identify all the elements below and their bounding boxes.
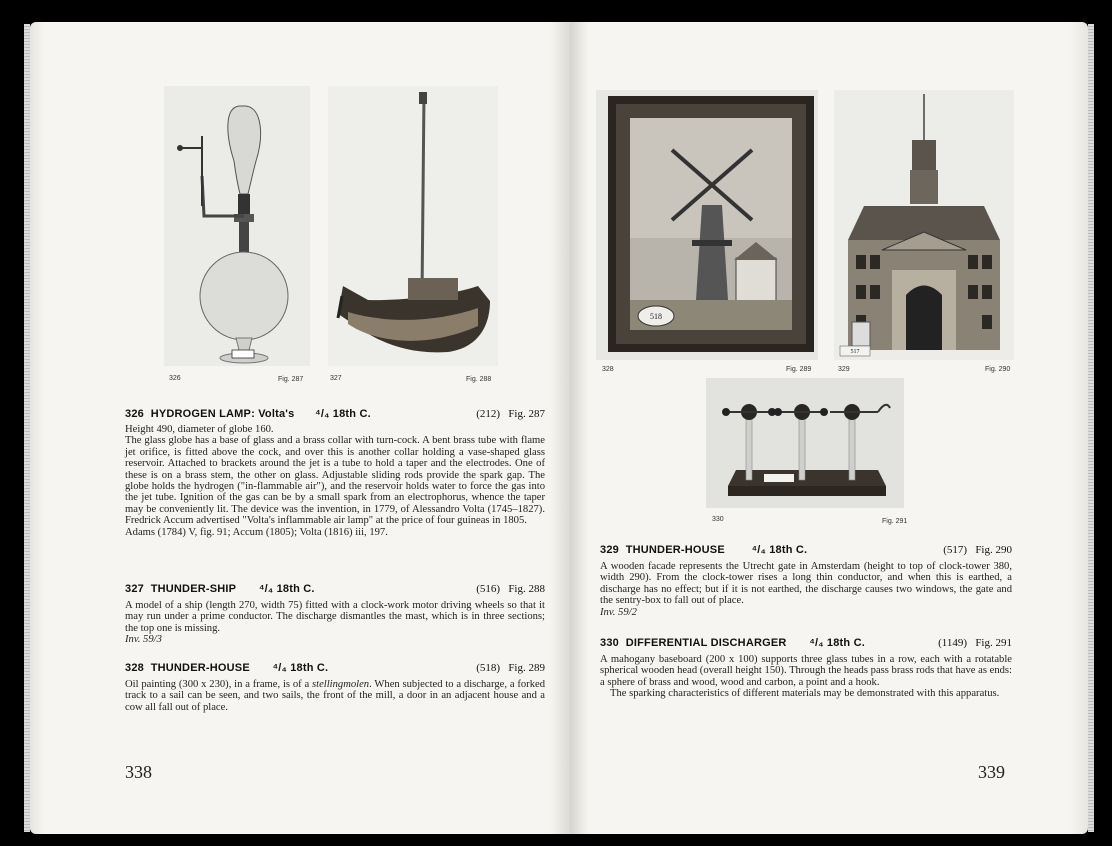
entry-328-text-end: . When subjected to a discharge, a forked track to a sail can be seen, and two sails, the front of the mill, a door in an adjacent house and a cow all fall out of place.: [125, 679, 545, 713]
entry-329-number: 329: [600, 544, 619, 556]
entry-329-body: [600, 561, 1012, 618]
windmill-painting-photo: [596, 90, 818, 360]
page-edges-right: [1088, 24, 1094, 832]
entry-329-heading: [600, 544, 1012, 556]
page-number-right: 339: [978, 762, 1005, 782]
hydrogen-lamp-photo: [164, 86, 310, 366]
entry-328-description: [125, 679, 545, 713]
figure-number-329: 329: [838, 366, 850, 373]
entry-329-fig: Fig. 290: [975, 544, 1012, 556]
figure-label-291: Fig. 291: [882, 518, 908, 525]
entry-326-number: 326: [125, 408, 144, 420]
entry-328-text-start: Oil painting (300 x 230), in a frame, is of a: [125, 679, 313, 690]
entry-329-date: ⁴/₄ 18th C.: [751, 544, 808, 556]
entry-326-references: Adams (1784) V, fig. 91; Accum (1805); Volta (1816) iii, 197.: [125, 526, 388, 538]
entry-329-ref: (517): [943, 544, 968, 556]
entry-326-ref: (212): [476, 408, 501, 420]
figure-label-290: Fig. 290: [985, 366, 1011, 373]
figure-number-328: 328: [602, 366, 614, 373]
house-label: 517: [850, 349, 860, 355]
entry-327-fig: Fig. 288: [508, 583, 545, 595]
entry-330-ref: (1149): [938, 637, 968, 649]
entry-326-description: The glass globe has a base of glass and a brass collar with turn-cock. A bent brass tube with flame jet orifice, is fitted above the cock, and over this is another collar holding a vase-shaped glass reservoir. Attached to brackets around the jet is a tube to hold a taper and the electrodes. One of these is on a brass stem, the other on glass. Adjustable sliding rods provide the spark gap. The globe holds the hydrogen ("in-flammable air"), and the reservoir holds water to force the gas into the jet tube. Ignition of the gas can be by a small spark from an electrophorus, whence the taper may be conveniently lit. The device was the invention, in 1779, of Alessandro Volta (1745–1827). Fredrick Accum advertised "Volta's inflammable air lamp" at the price of four guineas in 1805.: [125, 435, 545, 527]
left-page: [30, 22, 570, 834]
figure-number-330: 330: [712, 516, 724, 523]
entry-326-body: [125, 424, 545, 538]
figure-label-288: Fig. 288: [466, 376, 492, 383]
differential-discharger-photo: [706, 378, 904, 508]
entry-330-fig: Fig. 291: [975, 637, 1012, 649]
thunder-ship-photo: [328, 86, 498, 366]
entry-328-heading: [125, 662, 545, 674]
entry-330-body: [600, 654, 1012, 700]
entry-328-date: ⁴/₄ 18th C.: [272, 662, 329, 674]
entry-328-ref: (518): [476, 662, 501, 674]
entry-326-dimensions: Height 490, diameter of globe 160.: [125, 424, 274, 435]
entry-330-number: 330: [600, 637, 619, 649]
entry-329-title: THUNDER-HOUSE: [625, 544, 725, 556]
entry-326-date: ⁴/₄ 18th C.: [315, 408, 371, 420]
entry-329-inventory: Inv. 59/2: [600, 606, 637, 618]
entry-327-ref: (516): [476, 583, 501, 595]
figure-label-287: Fig. 287: [278, 376, 304, 383]
entry-327-title: THUNDER-SHIP: [150, 583, 237, 595]
page-number-left: 338: [125, 762, 152, 782]
thunder-house-photo: [834, 90, 1014, 360]
entry-328-title: THUNDER-HOUSE: [150, 662, 250, 674]
entry-326-heading: [125, 408, 545, 420]
entry-326-title: HYDROGEN LAMP: Volta's: [150, 408, 295, 420]
entry-329-description: A wooden facade represents the Utrecht gate in Amsterdam (height to top of clock-tower 380, width 290). From the clock-tower rises a long thin conductor, and when this is earthed, a discharge has no effect; but if it is not earthed, the discharge causes two windows, the gate and the sentry-box to fall out of place.: [600, 561, 1012, 607]
entry-330-note: The sparking characteristics of different materials may be demonstrated with this apparatus.: [610, 688, 1000, 700]
entry-327-date: ⁴/₄ 18th C.: [258, 583, 315, 595]
entry-330-description: A mahogany baseboard (200 x 100) supports three glass tubes in a row, each with a rotatable spherical wooden head (overall height 150). Through the heads pass brass rods that have as ends: a sphere of brass and wood, wood and carbon, a point and a hook.: [600, 654, 1012, 688]
entry-328-fig: Fig. 289: [508, 662, 545, 674]
entry-327-heading: [125, 583, 545, 595]
entry-327-inventory: Inv. 59/3: [125, 634, 162, 646]
entry-330-heading: [600, 637, 1012, 649]
right-page: [570, 22, 1088, 834]
figure-label-289: Fig. 289: [786, 366, 812, 373]
entry-328-number: 328: [125, 662, 144, 674]
entry-330-title: DIFFERENTIAL DISCHARGER: [625, 637, 787, 649]
entry-330-date: ⁴/₄ 18th C.: [809, 637, 865, 649]
figure-number-326: 326: [169, 375, 181, 382]
entry-326-fig: Fig. 287: [508, 408, 545, 420]
painting-label: 518: [650, 312, 662, 321]
entry-328-term: stellingmolen: [312, 679, 370, 690]
entry-328-body: [125, 679, 545, 713]
figure-number-327: 327: [330, 375, 342, 382]
entry-327-number: 327: [125, 583, 144, 595]
entry-327-description: A model of a ship (length 270, width 75) fitted with a clock-work motor driving wheels so that it may run under a prime conductor. The discharge dismantles the mast, which is in three sections; the top one is missing.: [125, 600, 545, 634]
entry-327-body: [125, 600, 545, 646]
